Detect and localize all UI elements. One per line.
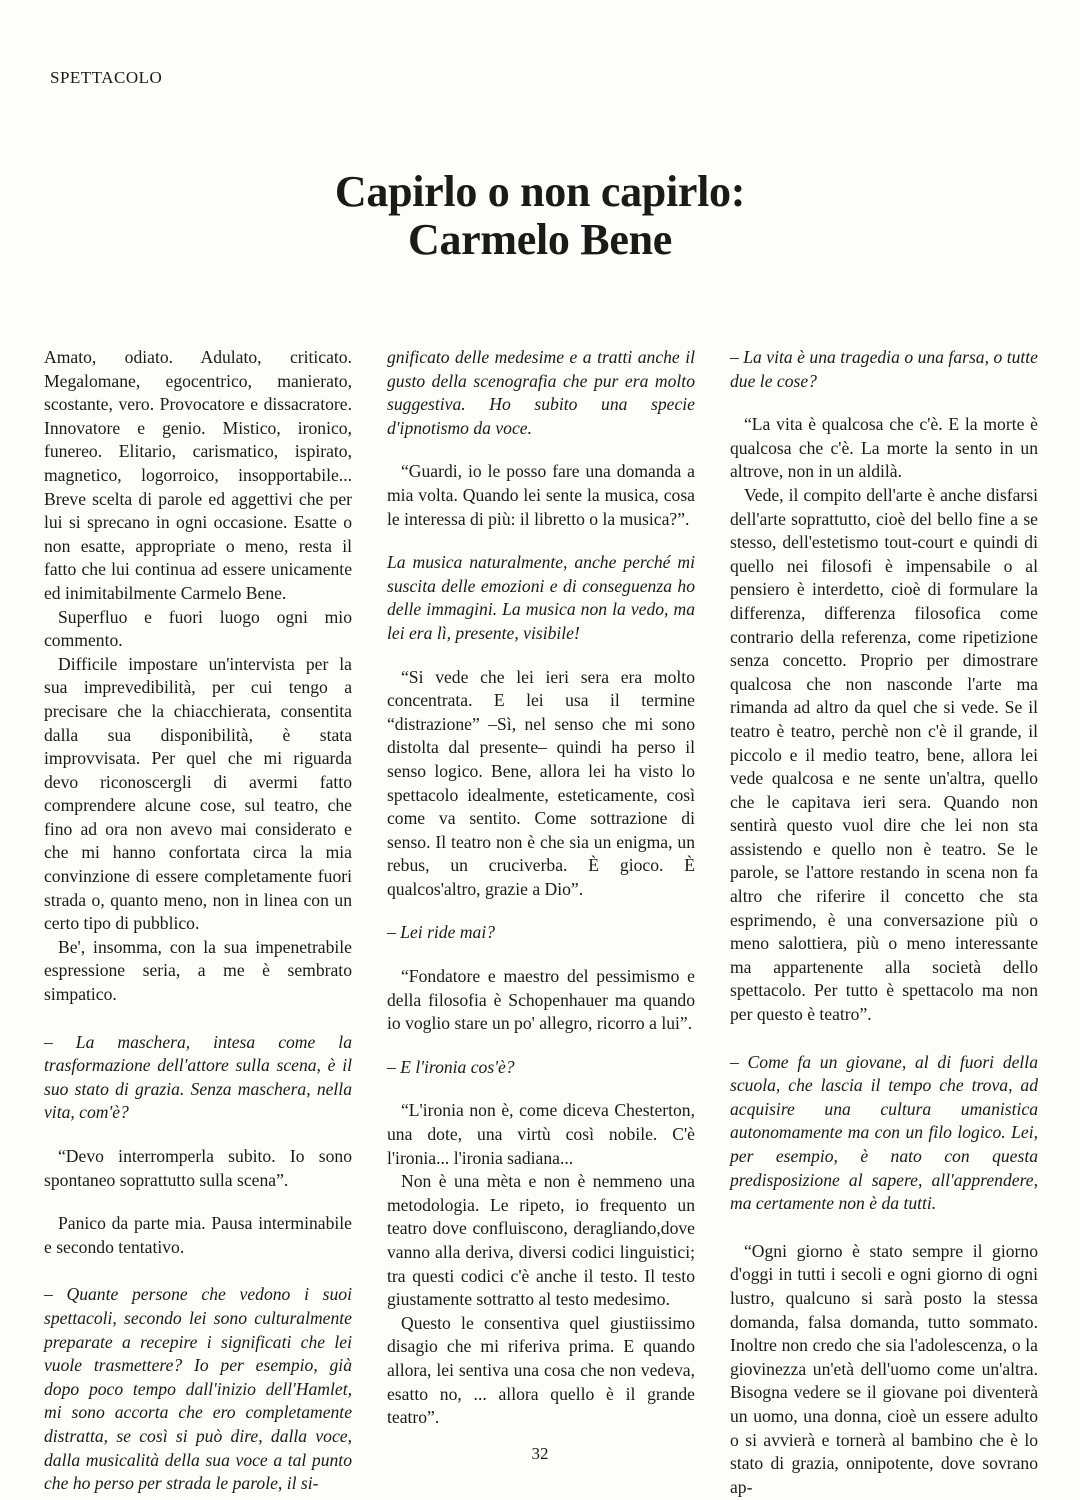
interview-answer: “L'ironia non è, come diceva Chesterton, una dote, una virtù così nobile. C'è l'ironia... l'ironia sadiana... [387, 1100, 695, 1168]
interview-answer: “La vita è qualcosa che c'è. E la morte è qualcosa che c'è. La morte la sento in un altrove, non in un aldilà. [730, 414, 1038, 482]
interview-question: – E l'ironia cos'è? [387, 1056, 515, 1077]
interview-question: – Come fa un giovane, al di fuori della scuola, che lascia il tempo che trova, ad acquisire una cultura umanistica autonomamente ma con un filo logico. Lei, per esempio, è nato con questa predisposizione al sapere, all'apprendere, ma certamente non è da tutti. [730, 1051, 1038, 1214]
article-title-line-1: Capirlo o non capirlo: [334, 167, 746, 216]
paragraph: Amato, odiato. Adulato, criticato. Megalomane, egocentrico, manierato, scostante, vero. Provocatore e dissacratore. Innovatore e genio. Mistico, ironico, funereo. Elitario, carismatico, ispirato, magnetico, logorroico, insopportabile... Breve scelta di parole ed aggettivi che per lui si sprecano in ogni occasione. Esatte o non esatte, appropriate o meno, resta il fatto che lui continua ad essere unicamente ed inimitabilmente Carmelo Bene. [44, 347, 352, 603]
interview-question: La musica naturalmente, anche perché mi suscita delle emozioni e di conseguenza ho delle immagini. La musica non la vedo, ma lei era lì, presente, visibile! [387, 552, 695, 643]
interview-answer: “Ogni giorno è stato sempre il giorno d'oggi in tutti i secoli e ogni giorno di ogni lustro, qualcuno si sarà posto la stessa domanda, falsa domanda, tutto sommato. Inoltre non credo che sia l'adolescenza, o la giovinezza un'età dell'uomo come un'altra. Bisogna vedere se il giovane poi diventerà un uomo, una donna, cioè un essere adulto o si avvierà e tornerà al bambino che è lo stato di grazia, onnipotente, dove sovrano ap- [730, 1240, 1038, 1497]
page-number: 32 [531, 1444, 549, 1463]
paragraph: Non è una mèta e non è nemmeno una metodologia. Le ripeto, io frequento un teatro dove confluiscono, deragliando,dove vanno alla deriva, diversi codici linguistici; tra questi codici c'è anche il testo. Il testo giustamente sottratto al testo medesimo. [387, 1171, 695, 1310]
interview-question: – Quante persone che vedono i suoi spettacoli, secondo lei sono culturalmente preparate a recepire i significati che lei vuole trasmettere? Io per esempio, già dopo poco tempo dall'inizio dell'Hamlet, mi sono accorta che ero completamente distratta, se così si può dire, dalla voce, dalla musicalità della sua voce a tal punto che ho perso per strada le parole, il si- [44, 1284, 352, 1494]
paragraph: Be', insomma, con la sua impenetrabile espressione seria, a me è sembrato simpatico. [44, 936, 352, 1005]
text-column-1 [44, 346, 352, 1496]
text-column-3 [730, 346, 1038, 1499]
section-label: SPETTACOLO [50, 68, 163, 87]
interview-question: – Lei ride mai? [387, 922, 496, 943]
interview-answer: “Guardi, io le posso fare una domanda a mia volta. Quando lei sente la musica, cosa le interessa di più: il libretto o la musica?”. [387, 461, 695, 529]
narration-paragraph: Panico da parte mia. Pausa interminabile e secondo tentativo. [44, 1213, 352, 1257]
interview-question: – La maschera, intesa come la trasformazione dell'attore sulla scena, è il suo stato di grazia. Senza maschera, nella vita, com'è? [44, 1031, 352, 1123]
interview-answer: “Fondatore e maestro del pessimismo e della filosofia è Schopenhauer ma quando io voglio stare un po' allegro, ricorro a lui”. [387, 966, 695, 1034]
interview-answer: “Si vede che lei ieri sera era molto concentrata. E lei usa il termine “distrazione” –Sì, nel senso che mi sono distolta dal presente– quindi ha perso il senso logico. Bene, allora lei ha visto lo spettacolo idealmente, esteticamente, così come va sentito. Come sottrazione di senso. Il teatro non è che sia un enigma, un rebus, un cruciverba. È gioco. È qualcos'altro, grazie a Dio”. [387, 666, 695, 899]
paragraph: Questo le consentiva quel giustiissimo disagio che mi riferiva prima. E quando allora, lei sentiva una cosa che non vedeva, esatto no, ... allora quello è il grande teatro”. [387, 1312, 695, 1428]
interview-question: – La vita è una tragedia o una farsa, o tutte due le cose? [730, 347, 1038, 391]
paragraph: Vede, il compito dell'arte è anche disfarsi dell'arte soprattutto, cioè del bello fine a se stesso, dell'estetismo tout-court e quindi di quello nei filosofi è impensabile o al pensiero è interdetto, cioè di formulare la differenza, differenza filosofica come contrario della referenza, come ripetizione senza concetto. Proprio per dimostrare qualcosa che non nasconde l'arte ma rimanda ad altro da quel che si vede. Se il teatro è teatro, perchè non c'è il grande, il piccolo e il medio teatro, bene, allora lei vede qualcosa e ne sente un'altra, quello che le capitava ieri sera. Quando non sentirà questo vuol dire che lei non sta assistendo e quello non è teatro. Se le parole, se l'attore restando in scena non fa altro che riferire il concetto che sta esprimendo, è una conversazione più o meno salottiera, più o meno interessante ma appartenente alla società dello spettacolo. Per tutto è spettacolo ma non per questo è teatro”. [730, 484, 1038, 1025]
paragraph: Difficile impostare un'intervista per la sua imprevedibilità, per cui tengo a precisare che la chiacchierata, consentita dalla sua disponibilità, è stata improvvisata. Per quel che mi riguarda devo riconoscergli di avermi fatto comprendere alcune cose, sul teatro, che fino ad ora non avevo mai considerato e che mi hanno confortata circa la mia convinzione di essere completamente fuori strada o, quanto meno, non in linea con un certo tipo di pubblico. [44, 653, 352, 934]
paragraph: Superfluo e fuori luogo ogni mio commento. [44, 606, 352, 651]
interview-answer: “Devo interromperla subito. Io sono spontaneo soprattutto sulla scena”. [44, 1146, 352, 1190]
interview-question-continued: gnificato delle medesime e a tratti anche il gusto della scenografia che pur era molto suggestiva. Ho subito una specie d'ipnotismo da voce. [387, 347, 695, 438]
text-column-2 [387, 346, 695, 1430]
article-title [0, 168, 1080, 264]
article-title-line-2: Carmelo Bene [408, 215, 672, 264]
